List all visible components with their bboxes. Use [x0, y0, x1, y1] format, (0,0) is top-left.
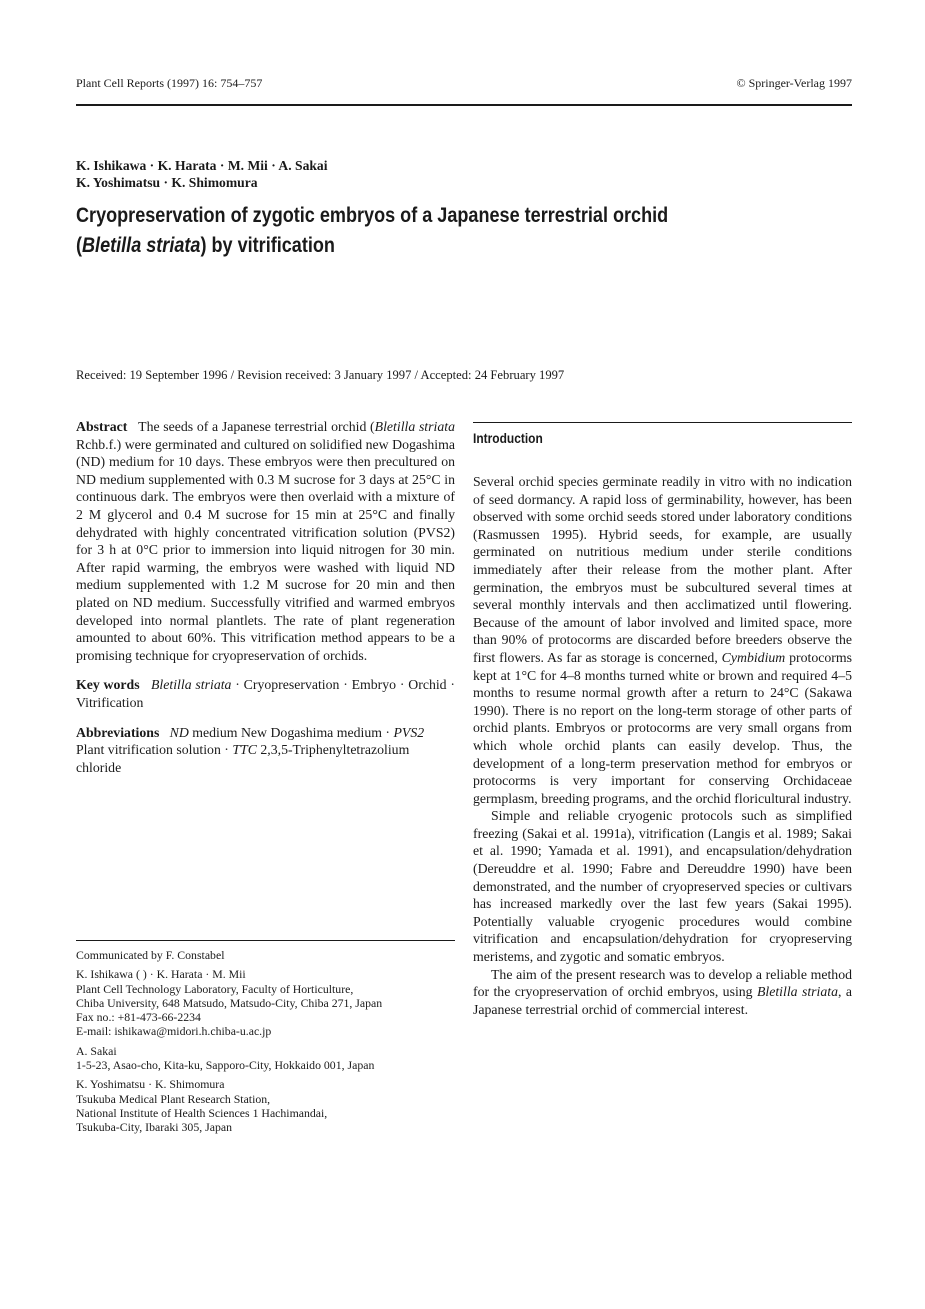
copyright-notice: © Springer-Verlag 1997 — [736, 76, 852, 90]
intro-paragraph-2: Simple and reliable cryogenic protocols such as simplified freezing (Sakai et al. 1991a), vitrification (Langis et al. 1989; Sakai et al. 1990; Yamada et al. 1991), and encapsulation/dehydration (Dereuddre et al. 1990; Fabre and Dereuddre 1990) have been demonstrated, and the number of cryopreserved species or cultivars has increased markedly over the last few years (Sakai 1995). Potentially valuable cryogenic procedures would combine vitrification and encapsulation/dehydration for cryopreserving meristems, and zygotic and somatic embryos. — [473, 808, 852, 965]
paper-title — [76, 201, 747, 261]
keywords: Key words Bletilla striata · Cryopreservation · Embryo · Orchid · Vitrification — [76, 677, 455, 710]
affiliation-chiba: K. Ishikawa ( ) · K. Harata · M. Mii Plant Cell Technology Laboratory, Faculty of Horticulture, Chiba University, 648 Matsudo, Matsudo-City, Chiba 271, Japan Fax no.: +81-473-66-2234 E-mail: ishikawa@midori.h.chiba-u.ac.jp — [76, 967, 456, 1038]
abstract-label: Abstract — [76, 419, 128, 434]
author-line-2: K. Yoshimatsu · K. Shimomura — [76, 175, 258, 190]
title-species: Bletilla striata — [82, 234, 201, 257]
right-column — [473, 473, 852, 1018]
email-address: E-mail: ishikawa@midori.h.chiba-u.ac.jp — [76, 1024, 272, 1039]
author-list — [76, 157, 328, 191]
title-line-1: Cryopreservation of zygotic embryos of a Japanese terrestrial orchid — [76, 204, 669, 227]
header-rule — [76, 104, 852, 106]
title-line-2-rest: ) by vitrification — [200, 234, 335, 257]
introduction-heading: Introduction — [473, 431, 543, 446]
intro-paragraph-3: The aim of the present research was to develop a reliable method for the cryopreservation of orchid embryos, using Bletilla striata, a Japanese terrestrial orchid of commercial interest. — [473, 966, 852, 1017]
affiliation-sapporo: A. Sakai 1-5-23, Asao-cho, Kita-ku, Sapporo-City, Hokkaido 001, Japan — [76, 1043, 375, 1073]
abbreviations-label: Abbreviations — [76, 724, 160, 740]
section-rule — [473, 422, 852, 423]
title-paren-open: ( — [76, 234, 83, 257]
footnote-rule — [76, 940, 455, 941]
received-dates: Received: 19 September 1996 / Revision received: 3 January 1997 / Accepted: 24 February 1997 — [76, 368, 565, 382]
affiliation-tsukuba: K. Yoshimatsu · K. Shimomura Tsukuba Medical Plant Research Station, National Institute of Health Sciences 1 Hachimandai, Tsukuba-City, Ibaraki 305, Japan — [76, 1077, 328, 1135]
intro-paragraph-1: Several orchid species germinate readily in vitro with no indication of seed dormancy. A rapid loss of germinability, however, has been observed with some orchid seeds stored under laboratory conditions (Rasmussen 1995). Hybrid seeds, for example, are usually germinated on nutritious medium under sterile conditions immediately after their release from the mother plant. After germination, the embryos must be subcultured several times at several monthly intervals and then acclimatized until flowering. Because of the amount of labor involved and limited space, more than 90% of protocorms are discarded before breeders observe the first flowers. As far as storage is concerned, Cymbidium protocorms kept at 1°C for 4–8 months turned white or brown and required 4–5 months to resume normal growth after a return to 24°C (Sakawa 1990). There is no report on the long-term storage of other parts of orchid plants. Embryos or protocorms are very small organs from which whole orchid plants can easily develop. Thus, the development of a long-term preservation method for embryos or protocorms is very important for conserving Orchidaceae germplasm, breeding programs, and the orchid floricultural industry. — [473, 474, 853, 806]
abstract: Abstract The seeds of a Japanese terrestrial orchid (Bletilla striata Rchb.f.) were germinated and cultured on solidified new Dogashima (ND) medium for 10 days. These embryos were then precultured on ND medium supplemented with 0.3 M sucrose for 3 days at 25°C in continuous dark. The embryos were then overlaid with a mixture of 2 M glycerol and 0.4 M sucrose for 15 min at 25°C and finally dehydrated with highly concentrated vitrification solution (PVS2) for 3 h at 0°C prior to immersion into liquid nitrogen for 30 min. After rapid warming, the embryos were washed with liquid ND medium supplemented with 1.2 M sucrose for 20 min and then plated on ND medium. Successfully vitrified and warmed embryos developed into normal plantlets. The rate of plant regeneration amounted to about 60%. This vitrification method appears to be a promising technique for cryopreservation of orchids. — [76, 419, 455, 663]
author-line-1: K. Ishikawa · K. Harata · M. Mii · A. Sakai — [76, 158, 328, 173]
affiliations — [76, 948, 456, 1140]
journal-citation: Plant Cell Reports (1997) 16: 754–757 — [76, 76, 263, 90]
left-column — [76, 418, 455, 776]
communicated-by: Communicated by F. Constabel — [76, 948, 225, 962]
abbreviations: Abbreviations ND medium New Dogashima medium · PVS2 Plant vitrification solution · TTC 2,3,5-Triphenyltetrazolium chloride — [76, 724, 425, 775]
title-line-2 — [76, 231, 747, 261]
keywords-label: Key words — [76, 677, 140, 693]
